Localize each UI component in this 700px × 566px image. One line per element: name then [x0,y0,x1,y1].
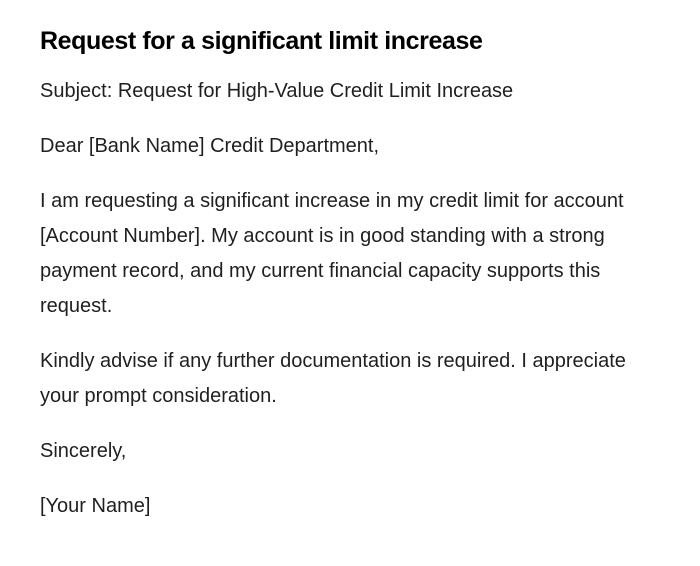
signature-placeholder: [Your Name] [40,495,151,517]
letter-document [40,22,670,544]
salutation: Dear [Bank Name] Credit Department, [40,135,380,157]
closing: Sincerely, [40,440,127,462]
subject-line: Subject: Request for High-Value Credit Limit Increase [40,80,514,102]
body-paragraph-request: I am requesting a significant increase in my credit limit for account [Account Number]. My account is in good standing with a strong payment record, and my current financial capacity supports this request. [40,190,624,317]
letter-title: Request for a significant limit increase [40,27,483,55]
body-paragraph-followup: Kindly advise if any further documentation is required. I appreciate your prompt consideration. [40,350,626,407]
